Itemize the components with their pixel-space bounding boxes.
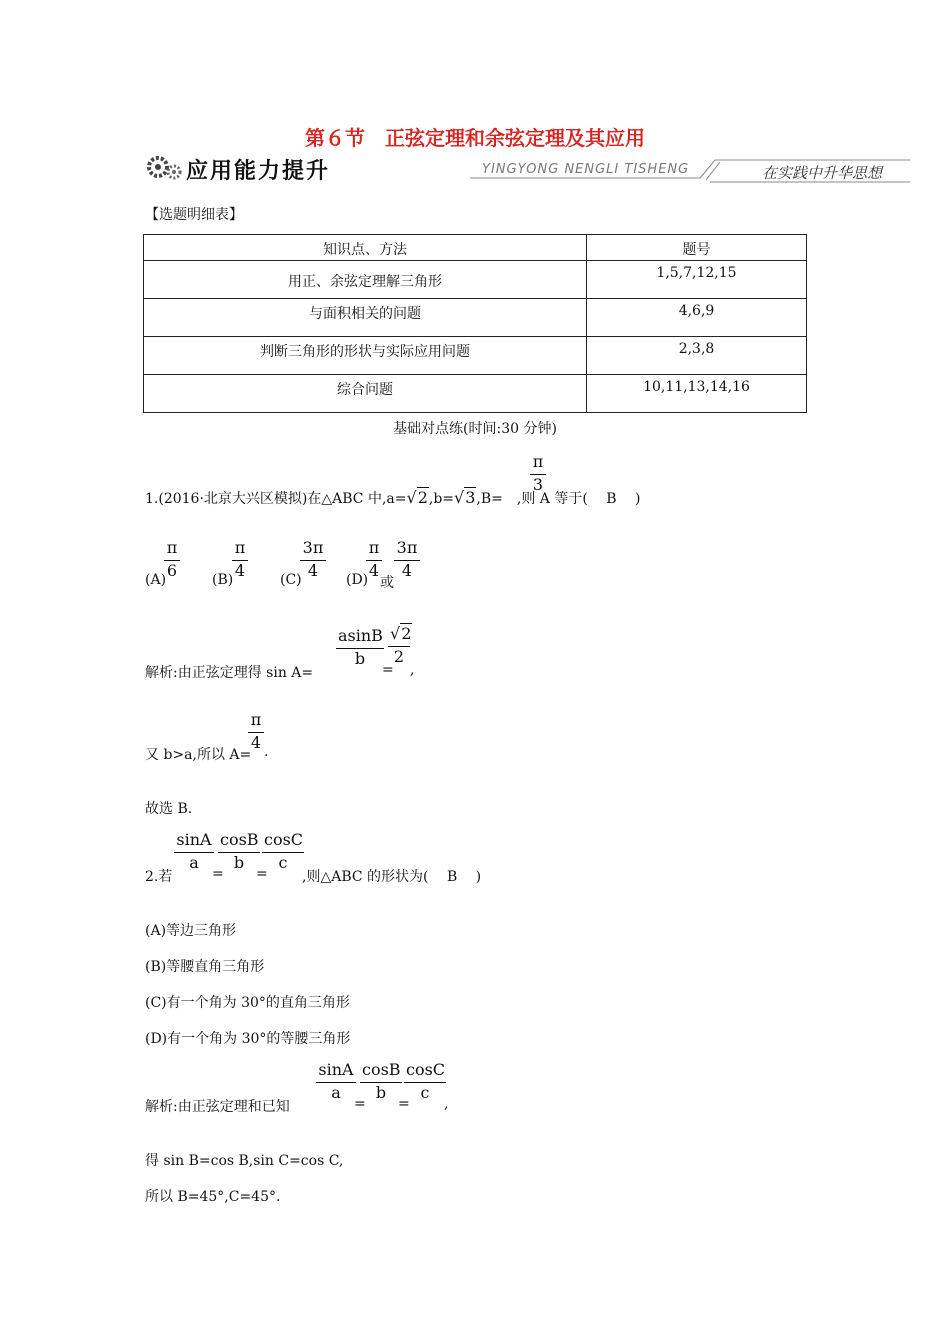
banner-pinyin: YINGYONG NENGLI TISHENG	[482, 162, 690, 177]
equals-sign: =	[256, 866, 268, 882]
sqrt-symbol: √2	[406, 488, 428, 507]
topic-table	[143, 234, 807, 413]
q2-option-a: (A)等边三角形	[145, 923, 237, 939]
banner-slogan: 在实践中升华思想	[762, 164, 883, 182]
q1-again: 又 b>a,所以 A=	[145, 747, 252, 763]
q2-option-b: (B)等腰直角三角形	[145, 959, 265, 975]
table-cell: 判断三角形的形状与实际应用问题	[144, 337, 587, 375]
banner-title: 应用能力提升	[186, 159, 331, 184]
option-b-label: (B)	[212, 572, 234, 588]
option-d-or: 或	[380, 575, 394, 591]
detail-label: 【选题明细表】	[145, 207, 243, 223]
fraction-asinb-b: $\frac{asinB}{b}$	[338, 626, 383, 668]
q1-analysis: 解析:由正弦定理得 sin A=	[145, 665, 314, 681]
banner	[140, 150, 910, 184]
fraction-cosb-b: $\frac{\cos B}{b}$	[220, 830, 259, 872]
comma: ,	[444, 1096, 449, 1112]
option-c-label: (C)	[280, 572, 302, 588]
fraction-option-d2: $\frac{3\pi}{4}$	[394, 538, 420, 581]
fraction-cosc-c: $\frac{\cos C}{c}$	[406, 1060, 446, 1102]
fraction-pi-3: $\frac{\pi}{3}$	[530, 452, 546, 495]
table-row	[144, 375, 807, 413]
table-header-cell: 知识点、方法	[144, 235, 587, 261]
equals-sign: =	[354, 1096, 366, 1112]
fraction-cosb-b: $\frac{\cos B}{b}$	[362, 1060, 401, 1102]
fraction-sina-a: $\frac{\sin A}{a}$	[316, 1060, 356, 1103]
q1-stem: 1.(2016·北京大兴区模拟)在△ABC 中,a=√2,b=√3,B= ,则 A 等于( B )	[145, 488, 641, 507]
sqrt-symbol: √3	[454, 488, 476, 507]
table-cell: 4,6,9	[587, 299, 807, 337]
table-cell: 用正、余弦定理解三角形	[144, 261, 587, 299]
q2-prefix: 2.若	[145, 869, 173, 885]
fraction-option-b: $\frac{\pi}{4}$	[232, 538, 248, 581]
q2-analysis: 解析:由正弦定理和已知	[145, 1099, 290, 1115]
q2-step1: 得 sin B=cos B,sin C=cos C,	[145, 1153, 344, 1169]
comma: ,	[410, 662, 415, 678]
fraction-cosc-c: $\frac{\cos C}{c}$	[264, 830, 304, 872]
equals-sign: =	[212, 866, 224, 882]
period: .	[264, 744, 269, 760]
gear-icon	[144, 152, 184, 182]
section-title: 第６节 正弦定理和余弦定理及其应用	[305, 126, 645, 150]
table-row	[144, 337, 807, 375]
table-row	[144, 261, 807, 299]
table-cell: 1,5,7,12,15	[587, 261, 807, 299]
fraction-sqrt2-2: $\frac{√2}{2}$	[390, 624, 412, 666]
q2-option-d: (D)有一个角为 30°的等腰三角形	[145, 1031, 351, 1047]
table-header-row	[144, 235, 807, 261]
fraction-option-a: $\frac{\pi}{6}$	[164, 538, 180, 581]
q1-choose: 故选 B.	[145, 801, 193, 817]
equals-sign: =	[398, 1096, 410, 1112]
equals-sign: =	[382, 662, 394, 678]
fraction-pi-4: $\frac{\pi}{4}$	[248, 710, 264, 753]
table-cell: 综合问题	[144, 375, 587, 413]
table-row	[144, 299, 807, 337]
table-cell: 2,3,8	[587, 337, 807, 375]
table-header-cell: 题号	[587, 235, 807, 261]
q2-suffix: ,则△ABC 的形状为( B )	[302, 869, 482, 885]
q2-option-c: (C)有一个角为 30°的直角三角形	[145, 995, 350, 1011]
fraction-sina-a: $\frac{\sin A}{a}$	[174, 830, 214, 873]
table-cell: 10,11,13,14,16	[587, 375, 807, 413]
practice-title: 基础对点练(时间:30 分钟)	[393, 421, 557, 437]
fraction-option-c: $\frac{3\pi}{4}$	[300, 538, 326, 581]
fraction-option-d1: $\frac{\pi}{4}$	[366, 538, 382, 581]
table-cell: 与面积相关的问题	[144, 299, 587, 337]
q2-step2: 所以 B=45°,C=45°.	[145, 1189, 281, 1205]
q1-options: (A)	[145, 572, 167, 588]
option-d-label: (D)	[346, 572, 369, 588]
